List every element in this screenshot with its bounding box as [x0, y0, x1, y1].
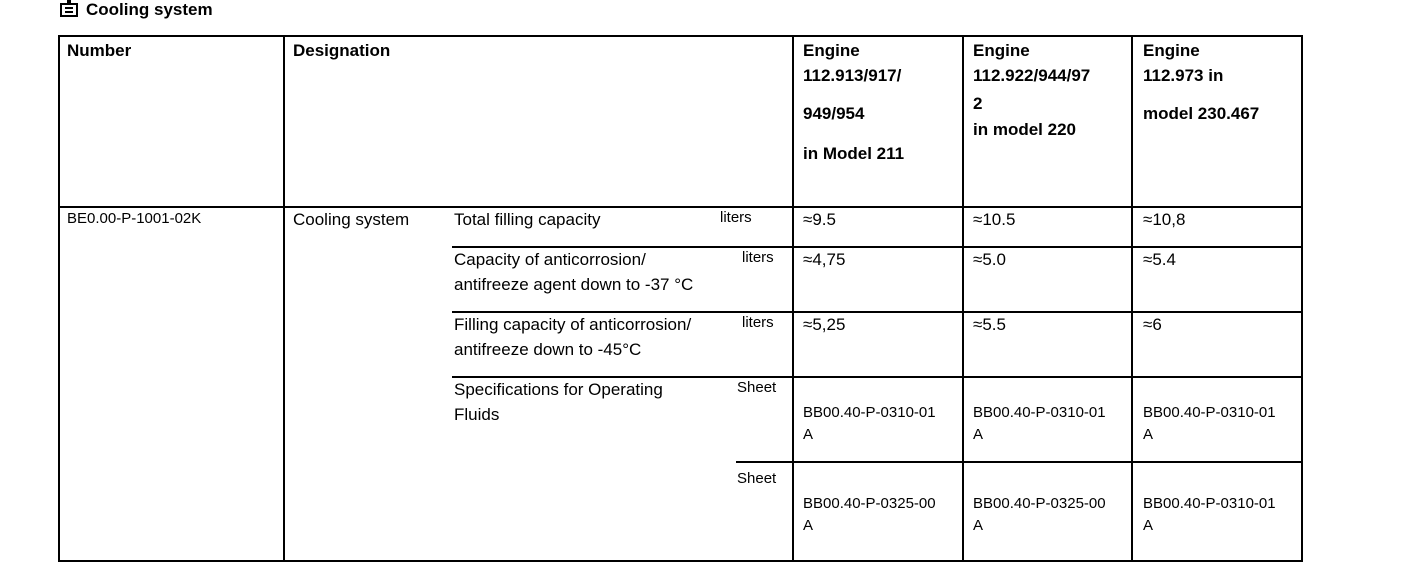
document-number: BE0.00-P-1001-02K [67, 210, 202, 227]
row-1-value-1: ≈9.5 [803, 210, 836, 229]
header-engine-3-line1: Engine [1143, 41, 1200, 60]
row-4-designation-line1: Specifications for Operating [454, 380, 663, 399]
row-3-value-2: ≈5.5 [973, 315, 1006, 334]
header-engine-3-line3: model 230.467 [1143, 104, 1260, 123]
table-border-right [1301, 35, 1303, 562]
row-1-value-2: ≈10.5 [973, 210, 1016, 229]
section-title-text: Cooling system [86, 0, 213, 19]
col-divider-engine3 [1131, 35, 1133, 562]
row-3-unit: liters [742, 314, 774, 331]
row-3-value-3: ≈6 [1143, 315, 1162, 334]
row-3-designation-line1: Filling capacity of anticorrosion/ [454, 315, 692, 334]
header-designation: Designation [293, 41, 391, 60]
row-2-designation-line1: Capacity of anticorrosion/ [454, 250, 646, 269]
row-4-unit: Sheet [737, 379, 777, 396]
row-2-value-2: ≈5.0 [973, 250, 1006, 269]
row-4-designation-line2: Fluids [454, 405, 500, 424]
row-divider-4 [736, 461, 1303, 463]
table-border-left [58, 35, 60, 562]
header-engine-3-line2: 112.973 in [1143, 66, 1224, 85]
group-label: Cooling system [293, 210, 410, 229]
row-3-designation-line2: antifreeze down to -45°C [454, 340, 642, 359]
table-border-bottom [58, 560, 1303, 562]
row-2-value-3: ≈5.4 [1143, 250, 1176, 269]
row-4-value-3-line2: A [1143, 426, 1154, 443]
header-number: Number [67, 41, 132, 60]
row-1-value-3: ≈10,8 [1143, 210, 1186, 229]
col-divider-engine2 [962, 35, 964, 562]
row-2-designation-line2: antifreeze agent down to -37 °C [454, 275, 694, 294]
row-3-value-1: ≈5,25 [803, 315, 846, 334]
header-engine-2-line3: 2 [973, 94, 983, 113]
row-4-value-2-line1: BB00.40-P-0310-01 [973, 404, 1106, 421]
row-1-designation: Total filling capacity [454, 210, 601, 229]
row-4-value-1-line1: BB00.40-P-0310-01 [803, 404, 936, 421]
row-1-unit: liters [720, 209, 752, 226]
row-5-value-2-line2: A [973, 517, 984, 534]
row-4-value-2-line2: A [973, 426, 984, 443]
row-4-value-1-line2: A [803, 426, 814, 443]
row-5-value-2-line1: BB00.40-P-0325-00 [973, 495, 1106, 512]
header-engine-1-line2: 112.913/917/ [803, 66, 902, 85]
row-4-value-3-line1: BB00.40-P-0310-01 [1143, 404, 1276, 421]
row-5-value-3-line2: A [1143, 517, 1154, 534]
row-5-value-1-line1: BB00.40-P-0325-00 [803, 495, 936, 512]
header-engine-2-line2: 112.922/944/97 [973, 66, 1091, 85]
header-engine-1-line1: Engine [803, 41, 860, 60]
col-divider-number [283, 35, 285, 562]
row-5-value-3-line1: BB00.40-P-0310-01 [1143, 495, 1276, 512]
table-border-top [58, 35, 1303, 37]
header-engine-1-line3: 949/954 [803, 104, 865, 123]
col-divider-engine1 [792, 35, 794, 562]
header-divider [58, 206, 1303, 208]
row-2-value-1: ≈4,75 [803, 250, 846, 269]
row-5-value-1-line2: A [803, 517, 814, 534]
header-engine-2-line1: Engine [973, 41, 1030, 60]
row-5-unit: Sheet [737, 470, 777, 487]
header-engine-2-line4: in model 220 [973, 120, 1076, 139]
header-engine-1-line4: in Model 211 [803, 144, 905, 163]
row-2-unit: liters [742, 249, 774, 266]
